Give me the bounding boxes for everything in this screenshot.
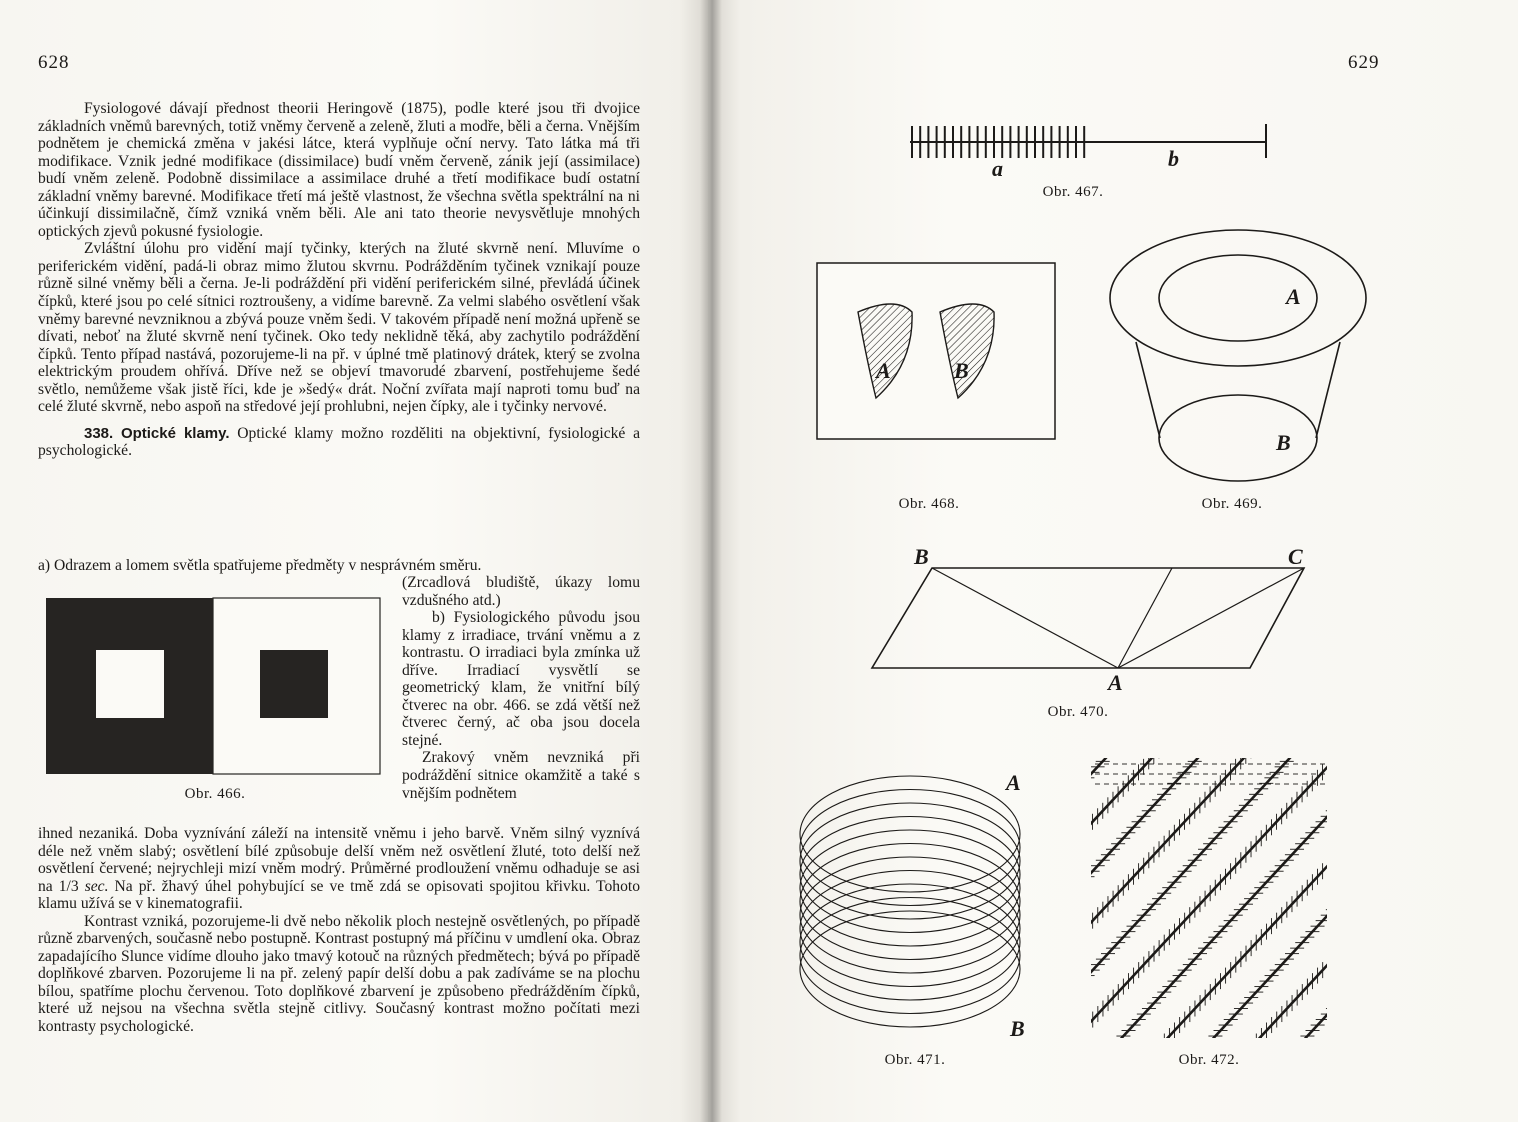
fig471-ellipse — [800, 857, 1020, 973]
fig469-label-a: A — [1286, 284, 1301, 309]
right-column-text — [402, 574, 640, 802]
paragraph-a-rest: (Zrcadlová bludiště, úkazy lomu vzdušného atd.) — [402, 574, 640, 609]
page-number-right: 629 — [1348, 52, 1380, 73]
fig471-ellipse — [800, 776, 1020, 892]
fig469-side-right — [1316, 342, 1340, 438]
fig469-label-b: B — [1276, 430, 1291, 455]
figure-471 — [798, 770, 1048, 1040]
main-text-bottom — [38, 825, 640, 1036]
paragraph-c-rest — [38, 825, 640, 913]
fig467-label-a: a — [992, 156, 1003, 181]
fig468-frame — [817, 263, 1055, 439]
fig470-line-ba — [932, 568, 1118, 668]
page-number-left: 628 — [38, 52, 70, 73]
fig472-zollner-lines — [643, 718, 1518, 1066]
fig471-ellipse — [800, 803, 1020, 919]
main-text-top — [38, 100, 640, 460]
section-number: 338. — [84, 424, 114, 442]
fig471-ellipse — [800, 844, 1020, 960]
fig470-label-c: C — [1288, 544, 1303, 569]
fig472-main-line — [1471, 718, 1518, 1058]
paragraph-b: b) Fysiologického původu jsou klamy z irradiace, trvání vněmu a z kontrastu. O irradiaci byla zmínka už dříve. Irradiací vysvětlí se geometrický klam, že vnitřní bílý čtverec na obr. 466. se zdá větší než čtverec černý, ač oba jsou docela stejné. — [402, 609, 640, 749]
fig467-label-b: b — [1168, 146, 1179, 171]
fig466-black-square — [260, 650, 328, 718]
paragraph-rods: Zvláštní úlohu pro vidění mají tyčinky, kterých na žluté skvrně není. Mluvíme o periferickém vidění, padá-li obraz mimo žlutou skvrnu. Podrážděním tyčinek vznikají pouze různě silné vněmy běli a černa. Je-li podráždění při vidění periferickém silné, převládá účinek čípků, které jsou po celé sítnici roztroušeny, a vidíme barevně. Za velmi slabého osvětlení však vněmy barevné nevzniknou a zbývá pouze vněm šedi. V takovém případě není možná upřeně se dívati, neboť na žluté skvrně není tyčinek. Oko tedy neklidně těká, aby zachytilo podráždění čípků. Tento případ nastává, pozorujeme-li na př. v úplné tmě platinový drátek, který se zvolna elektrickým proudem ohřívá. Dříve než se objeví tmavorudé zbarvení, postřehujeme šedé světlo, nemůžeme však jistě říci, kde je »šedý« drát. Noční zvířata mají naproti tomu buď na celé žluté skvrně, nebo aspoň na středové její prohlubni, nejen čípky, ale i tyčinky nervové. — [38, 240, 640, 416]
fig466-white-square — [96, 650, 164, 718]
fig468-label-b: B — [954, 358, 969, 383]
fig469-side-left — [1136, 342, 1160, 438]
fig470-label-b: B — [914, 544, 929, 569]
fig469-caption: Obr. 469. — [1201, 496, 1263, 512]
fig471-label-b: B — [1010, 1016, 1025, 1041]
fig470-caption: Obr. 470. — [1047, 704, 1109, 720]
fig472-main-line — [1287, 718, 1518, 1058]
fig469-base — [1159, 395, 1317, 481]
fig468-label-a: A — [876, 358, 891, 383]
paragraph-c-end: Na př. žhavý úhel pohybující se ve tmě zdá se opisovati spojitou křivku. Tohoto klamu užívá se v kinematografii. — [38, 877, 640, 913]
fig472-main-line — [1425, 718, 1518, 1058]
fig467-caption: Obr. 467. — [1042, 184, 1104, 200]
fig471-ellipse — [800, 830, 1020, 946]
fig472-main-line — [1379, 718, 1518, 1058]
figure-472 — [1091, 758, 1327, 1038]
fig471-caption: Obr. 471. — [884, 1052, 946, 1068]
fig470-parallelogram — [872, 568, 1304, 668]
left-page — [0, 0, 708, 1122]
paragraph-c-body: ihned nezaniká. Doba vyznívání záleží na intensitě vněmu i jeho barvě. Vněm silný vyznívá déle než vněm slabý; osvětlení bílé způsobuje delší vněm než osvětlení žluté, toto delší než osvětlení červené; nejrychleji mizí vněm modrý. Průměrné prodloužení vněmu odhaduje se asi na 1/3 — [38, 825, 640, 895]
fig472-main-line — [1333, 718, 1518, 1058]
fig468-caption: Obr. 468. — [898, 496, 960, 512]
fig469-outer-rim — [1110, 230, 1366, 366]
book-gutter — [700, 0, 722, 1122]
figure-469 — [1108, 228, 1368, 468]
unit-sec: sec. — [84, 877, 109, 895]
figure-466 — [46, 598, 380, 774]
fig471-ellipse — [800, 871, 1020, 987]
fig471-ellipse — [800, 898, 1020, 1014]
fig472-main-line — [1195, 718, 1511, 1058]
fig471-ellipses — [800, 776, 1020, 1027]
fig472-main-line — [1241, 718, 1518, 1058]
figure-470 — [868, 544, 1318, 694]
fig471-ellipse — [800, 790, 1020, 906]
fig472-caption: Obr. 472. — [1178, 1052, 1240, 1068]
fig471-ellipse — [800, 817, 1020, 933]
figure-468 — [816, 262, 1064, 442]
fig471-label-a: A — [1006, 770, 1021, 795]
paragraph-contrast: Kontrast vzniká, pozorujeme-li dvě nebo několik ploch nestejně osvětlených, po případě různě zbarvených, současně nebo postupně. Kontrast postupný má příčinu v umdlení oka. Obraz zapadajícího Slunce vidíme dlouho jako tmavý kotouč na různých předmětech; bývá po případě doplňkové zbarven. Pozorujeme li na př. zelený papír delší dobu a pak zadíváme se na plochu bílou, spatříme plochu červenou. Toto doplňkové zbarvení je způsobeno předrážděním čípků, které už nejsou na všechna světla stejně citlivy. Současný kontrast možno počítati mezi kontrasty psychologické. — [38, 912, 640, 1036]
section-338 — [38, 425, 640, 460]
fig470-label-a: A — [1108, 670, 1123, 695]
section-intro: Optické klamy možno rozděliti na objektivní, fysiologické a psychologické. — [38, 424, 640, 460]
section-title: Optické klamy. — [120, 424, 230, 442]
figure-467 — [908, 118, 1278, 181]
paragraph-a-first-line: a) Odrazem a lomem světla spatřujeme předměty v nesprávném směru. — [38, 557, 482, 574]
paragraph-c-start: Zrakový vněm nevzniká při podráždění sitnice okamžitě a také s vnějším podnětem — [402, 749, 640, 802]
paragraph-hering-theory: Fysiologové dávají přednost theorii Heringově (1875), podle které jsou tři dvojice základních vněmů barevných, totiž vněmy červeně a zeleně, žluti a modře, běli a černa. Vnějším podnětem je chemická změna v jakési látce, která vyplňuje oční nervy. Tato látka má tři modifikace. Vznik jedné modifikace (dissimilace) budí vněm červeně, zánik její (assimilace) budí vněm zeleně. Podobně dissimilace a assimilace druhé a třetí modifikace budí ostatní základní vněmy barevné. Modifikace třetí má ještě vlastnost, že všechna světla spektrální na ni účinkují dissimilačně, čímž vzniká vněm běli. Ale ani tato theorie nevysvětluje mnohých optických zjevů pokusné fysiologie. — [38, 100, 640, 240]
fig471-ellipse — [800, 884, 1020, 1000]
fig466-caption: Obr. 466. — [184, 786, 246, 802]
fig471-ellipse — [800, 911, 1020, 1027]
right-page — [708, 0, 1518, 1122]
